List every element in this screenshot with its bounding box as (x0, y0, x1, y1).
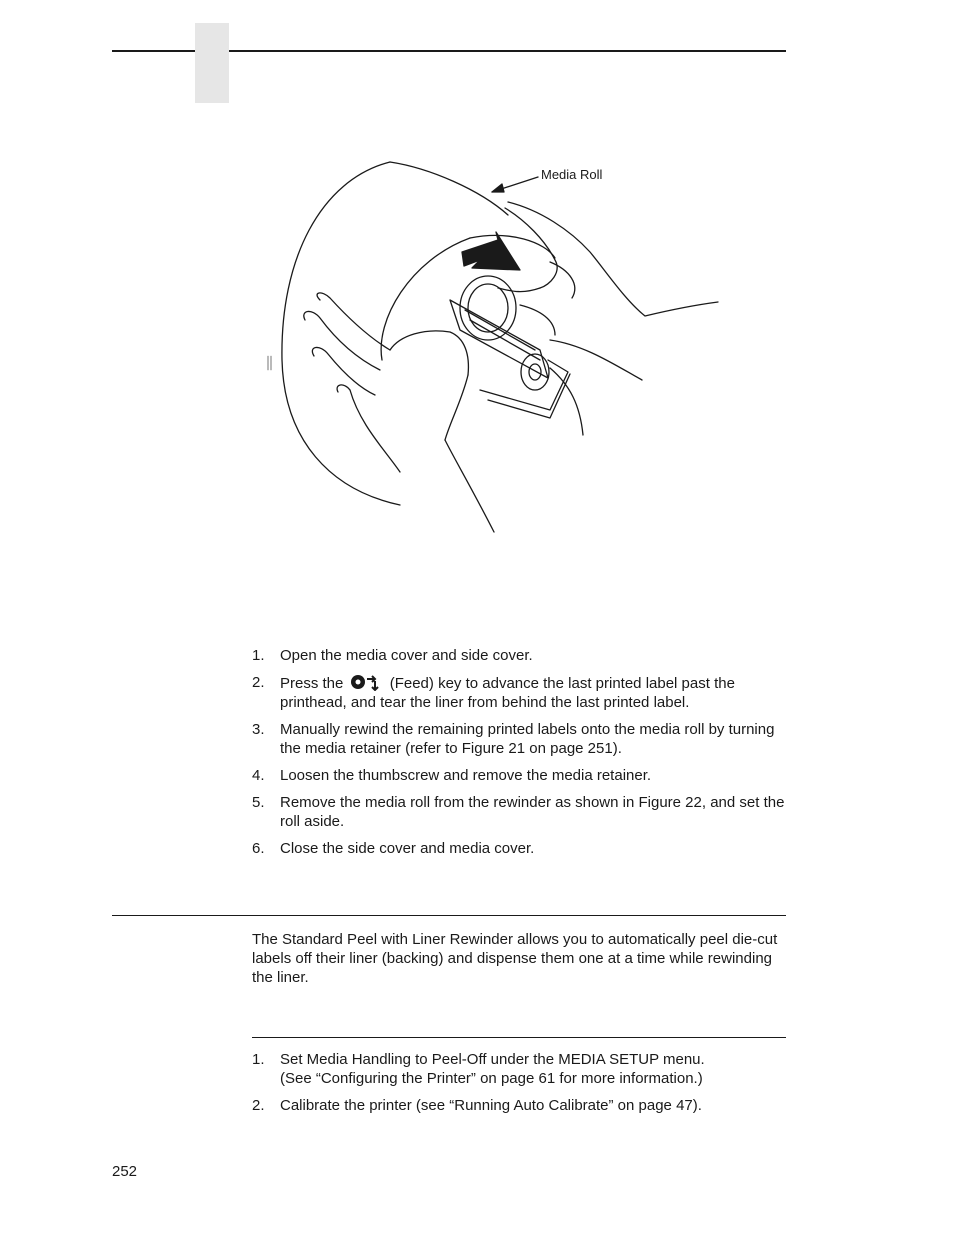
step-text-before: Press the (280, 675, 344, 692)
feed-key-icon (350, 673, 384, 691)
list-item (252, 839, 792, 858)
step-number: 2. (252, 1097, 265, 1114)
step-text: Open the media cover and side cover. (280, 647, 533, 664)
list-item (252, 793, 792, 831)
list-item (252, 1096, 792, 1115)
list-item (252, 720, 792, 758)
step-text: Loosen the thumbscrew and remove the media retainer. (280, 767, 652, 784)
media-roll-illustration (250, 160, 730, 540)
step-number: 2. (252, 674, 265, 691)
subsection-rule (252, 1037, 786, 1038)
step-text-line2: (See “Configuring the Printer” on page 61 for more information.) (280, 1070, 703, 1087)
step-number: 1. (252, 1051, 265, 1068)
page-number: 252 (112, 1163, 138, 1180)
peel-steps (252, 1050, 792, 1123)
section-rule (112, 915, 786, 916)
step-number: 4. (252, 767, 265, 784)
step-text: Manually rewind the remaining printed labels onto the media roll by turning the media retainer (refer to Figure 21 on page 251). (280, 721, 775, 757)
step-text: Calibrate the printer (see “Running Auto Calibrate” on page 47). (280, 1097, 702, 1114)
chapter-tab (195, 23, 229, 103)
list-item (252, 766, 792, 785)
peel-description: The Standard Peel with Liner Rewinder allows you to automatically peel die-cut labels off their liner (backing) and dispense them one at a time while rewinding the liner. (252, 931, 778, 986)
step-text: Remove the media roll from the rewinder as shown in Figure 22, and set the roll aside. (280, 794, 785, 830)
step-text: Close the side cover and media cover. (280, 840, 535, 857)
callout-label: Media Roll (541, 167, 603, 182)
list-item (252, 673, 792, 712)
step-text: Set Media Handling to Peel-Off under the MEDIA SETUP menu. (280, 1051, 705, 1068)
list-item (252, 1050, 792, 1088)
step-number: 3. (252, 721, 265, 738)
left-hand (317, 293, 390, 350)
step-text-after: (Feed) key to advance the last printed label past the (389, 675, 735, 692)
removal-steps (252, 646, 792, 866)
step-number: 1. (252, 647, 265, 664)
step-number: 6. (252, 840, 265, 857)
step-text-line2: printhead, and tear the liner from behind the last printed label. (280, 694, 690, 711)
right-hand (508, 202, 718, 316)
step-number: 5. (252, 794, 265, 811)
list-item (252, 646, 792, 665)
